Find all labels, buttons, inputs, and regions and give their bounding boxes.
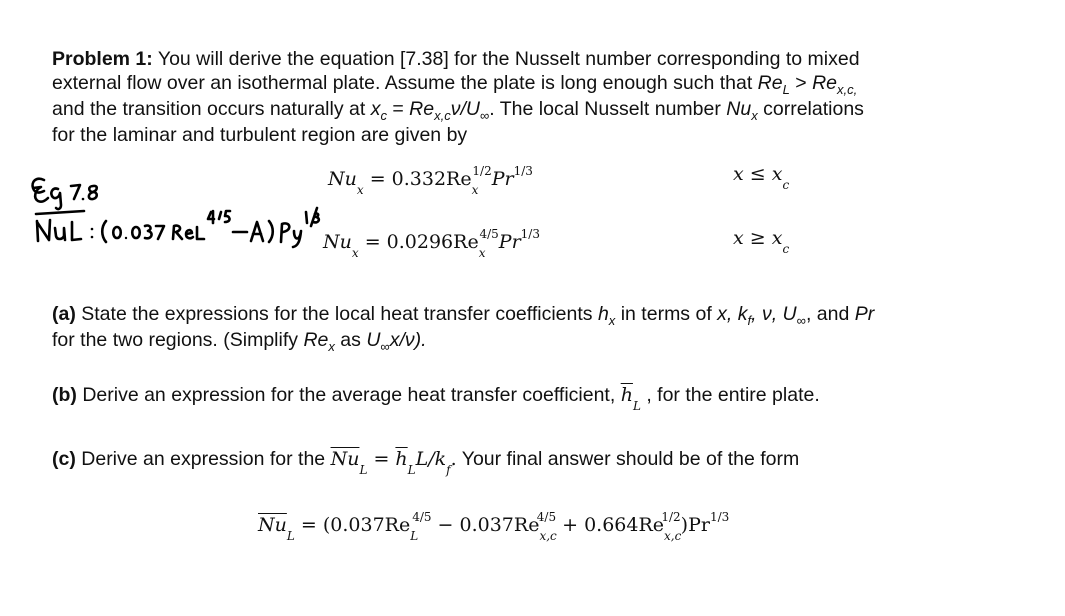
- handwriting-line-2: [36, 208, 319, 247]
- part-b: (b) Derive an expression for the average heat transfer coefficient, $\overline{h}_L$ , for the entire plate.: [52, 384, 820, 413]
- problem-line-1: Problem 1: You will derive the equation [7.38] for the Nusselt number corresponding to mixed: [52, 48, 860, 70]
- turbulent-condition: $x \ge x_c$: [733, 227, 790, 256]
- problem-line-4: for the laminar and turbulent region are given by: [52, 124, 468, 146]
- final-equation: $\overline{Nu}_L = (0.037Re_L^{4/5} - 0.037Re_{x,c}^{4/5} + 0.664Re_{x,c}^{1/2})Pr^{1/3}$: [258, 510, 730, 543]
- laminar-equation: $Nu_x = 0.332Re_x^{1/2}Pr^{1/3}$: [328, 164, 533, 197]
- part-a-line-2: for the two regions. (Simplify $Re_x$ as $U_\infty x/\nu$).: [52, 329, 427, 354]
- turbulent-equation: $Nu_x = 0.0296Re_x^{4/5}Pr^{1/3}$: [323, 227, 540, 260]
- h-bar-symbol: $\overline{h}$: [620, 384, 633, 406]
- part-c: (c) Derive an expression for the $\overline{Nu}_L = \overline{h}_LL/k_f$. Your final answer should be of the form: [52, 448, 800, 477]
- part-a-line-1: (a) State the expressions for the local heat transfer coefficients $h_x$ in terms of x, $k_f$, ν, $U_\infty$, and Pr: [52, 303, 875, 328]
- problem-line-2: external flow over an isothermal plate. Assume the plate is long enough such that $Re_L > Re_{x,c,}$: [52, 72, 858, 97]
- part-b-label: (b): [52, 384, 77, 406]
- handwritten-annotation: [0, 0, 380, 260]
- part-a: [52, 302, 1042, 354]
- part-c-label: (c): [52, 448, 76, 470]
- problem-label: Problem 1:: [52, 48, 153, 70]
- part-a-label: (a): [52, 303, 76, 325]
- handwriting-line-1: [33, 179, 97, 209]
- problem-line-3: and the transition occurs naturally at $x_c = Re_{x,c}\nu/U_\infty$. The local Nusselt number $Nu_x$ correlations: [52, 98, 864, 123]
- laminar-condition: $x \le x_c$: [733, 163, 790, 192]
